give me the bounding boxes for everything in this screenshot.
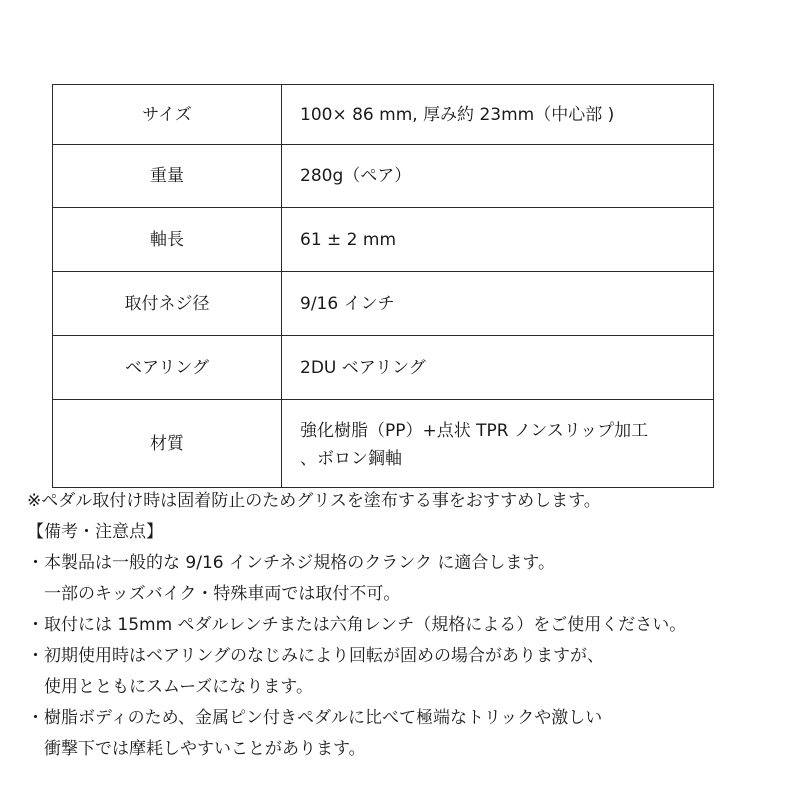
spec-row-axle-length — [53, 208, 714, 272]
spec-row-material — [53, 400, 714, 488]
note-item — [27, 641, 797, 703]
spec-label: 材質 — [53, 400, 282, 488]
spec-value: 2DU ベアリング — [282, 336, 714, 400]
note-line: ・本製品は一般的な 9/16 インチネジ規格のクランク に適合します。 — [27, 553, 556, 573]
spec-value-line: 、ボロン鋼軸 — [300, 448, 402, 469]
spec-value-line: 強化樹脂（PP）+点状 TPR ノンスリップ加工 — [300, 420, 649, 441]
spec-row-size — [53, 85, 714, 145]
note-item — [27, 703, 797, 765]
note-line: ・樹脂ボディのため、金属ピン付きペダルに比べて極端なトリックや激しい — [27, 708, 603, 728]
note-line: 衝撃下では摩耗しやすいことがあります。 — [44, 739, 366, 759]
notes-heading: 【備考・注意点】 — [27, 522, 163, 542]
grease-recommendation: ※ペダル取付け時は固着防止のためグリスを塗布する事をおすすめします。 — [27, 491, 601, 511]
note-item — [27, 610, 797, 641]
note-line: 一部のキッズバイク・特殊車両では取付不可。 — [44, 584, 401, 604]
spec-value: 61 ± 2 mm — [282, 208, 714, 272]
note-line: ・取付には 15mm ペダルレンチまたは六角レンチ（規格による）をご使用ください。 — [27, 615, 687, 635]
spec-row-thread-size — [53, 272, 714, 336]
spec-row-weight — [53, 145, 714, 208]
spec-label: 軸長 — [53, 208, 282, 272]
spec-label: 取付ネジ径 — [53, 272, 282, 336]
spec-value — [282, 400, 714, 488]
notes-section — [27, 486, 797, 765]
spec-value: 280g（ペア） — [282, 145, 714, 208]
spec-value: 100× 86 mm, 厚み約 23mm（中心部 ) — [282, 85, 714, 145]
spec-label: ベアリング — [53, 336, 282, 400]
spec-row-bearing — [53, 336, 714, 400]
spec-label: サイズ — [53, 85, 282, 145]
spec-table — [52, 84, 714, 488]
spec-label: 重量 — [53, 145, 282, 208]
note-item — [27, 548, 797, 610]
spec-value: 9/16 インチ — [282, 272, 714, 336]
note-line: ・初期使用時はベアリングのなじみにより回転が固めの場合がありますが、 — [27, 646, 604, 666]
note-line: 使用とともにスムーズになります。 — [44, 677, 313, 697]
